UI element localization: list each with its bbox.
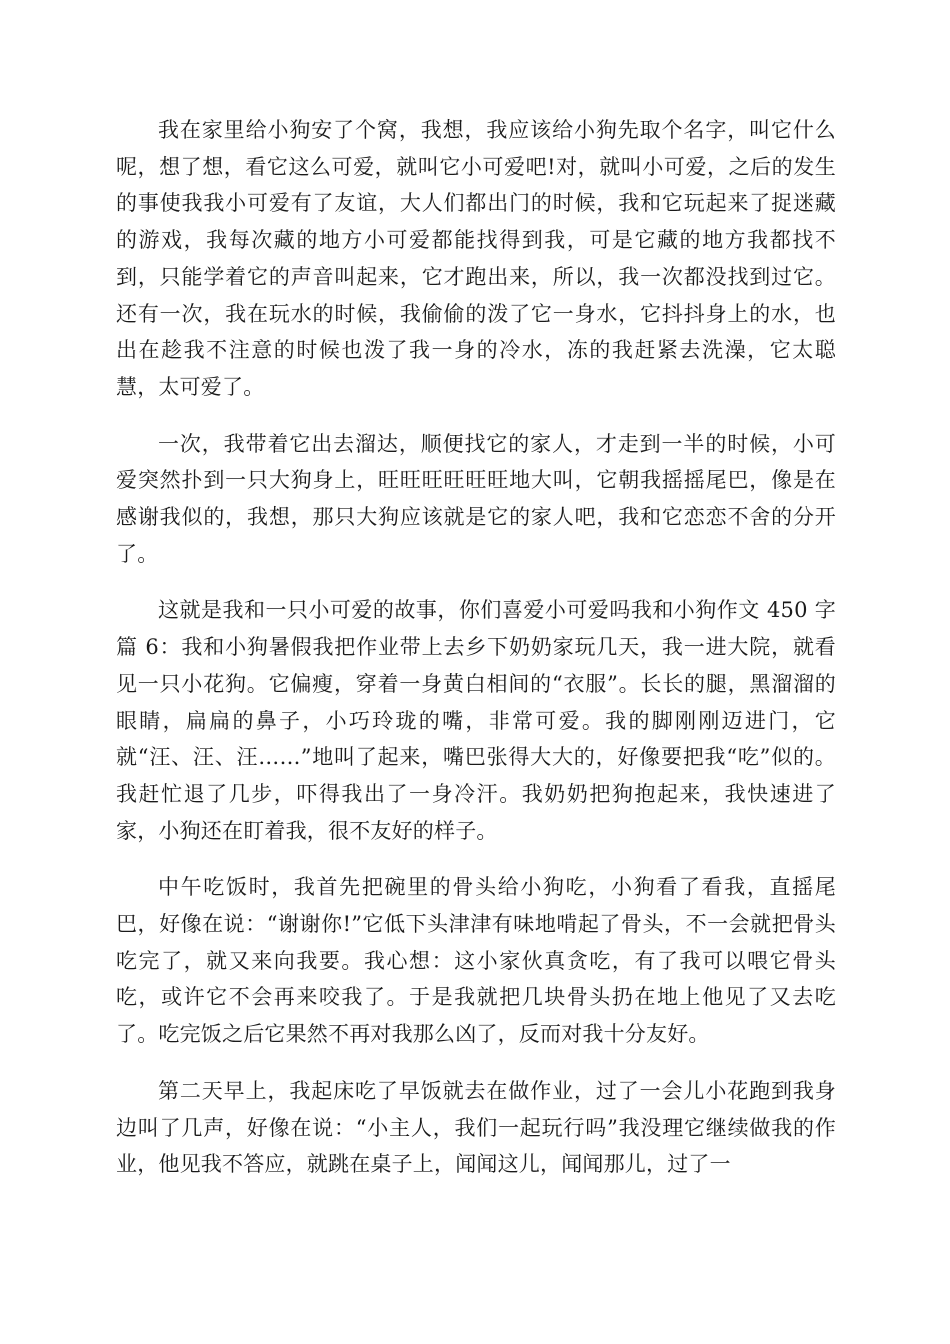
paragraph-1: 我在家里给小狗安了个窝，我想，我应该给小狗先取个名字，叫它什么呢，想了想，看它这么可爱，就叫它小可爱吧!对，就叫小可爱，之后的发生的事使我我小可爱有了友谊，大人们都出门的时候，我和它玩起来了捉迷藏的游戏，我每次藏的地方小可爱都能找得到我，可是它藏的地方我都找不到，只能学着它的声音叫起来，它才跑出来，所以，我一次都没找到过它。还有一次，我在玩水的时候，我偷偷的泼了它一身水，它抖抖身上的水，也出在趁我不注意的时候也泼了我一身的冷水，冻的我赶紧去洗澡，它太聪慧，太可爱了。	[116, 118, 836, 399]
paragraph-5: 第二天早上，我起床吃了早饭就去在做作业，过了一会儿小花跑到我身边叫了几声，好像在说：“小主人，我们一起玩行吗”我没理它继续做我的作业，他见我不答应，就跳在桌子上，闻闻这儿，闻闻那儿，过了一	[116, 1078, 836, 1177]
paragraph-4: 中午吃饭时，我首先把碗里的骨头给小狗吃，小狗看了看我，直摇尾巴，好像在说：“谢谢你!”它低下头津津有味地啃起了骨头，不一会就把骨头吃完了，就又来向我要。我心想：这小家伙真贪吃，有了我可以喂它骨头吃，或许它不会再来咬我了。于是我就把几块骨头扔在地上他见了又去吃了。吃完饭之后它果然不再对我那么凶了，反而对我十分友好。	[116, 875, 836, 1047]
document-body	[116, 112, 836, 1203]
paragraph-2: 一次，我带着它出去溜达，顺便找它的家人，才走到一半的时候，小可爱突然扑到一只大狗身上，旺旺旺旺旺旺地大叫，它朝我摇摇尾巴，像是在感谢我似的，我想，那只大狗应该就是它的家人吧，我和它恋恋不舍的分开了。	[116, 431, 836, 566]
paragraph-3: 这就是我和一只小可爱的故事，你们喜爱小可爱吗我和小狗作文 450 字篇 6：我和小狗暑假我把作业带上去乡下奶奶家玩几天，我一进大院，就看见一只小花狗。它偏瘦，穿着一身黄白相间的“衣服”。长长的腿，黑溜溜的眼睛，扁扁的鼻子，小巧玲珑的嘴，非常可爱。我的脚刚刚迈进门，它就“汪、汪、汪……”地叫了起来，嘴巴张得大大的，好像要把我“吃”似的。我赶忙退了几步，吓得我出了一身冷汗。我奶奶把狗抱起来，我快速进了家，小狗还在盯着我，很不友好的样子。	[116, 598, 836, 843]
